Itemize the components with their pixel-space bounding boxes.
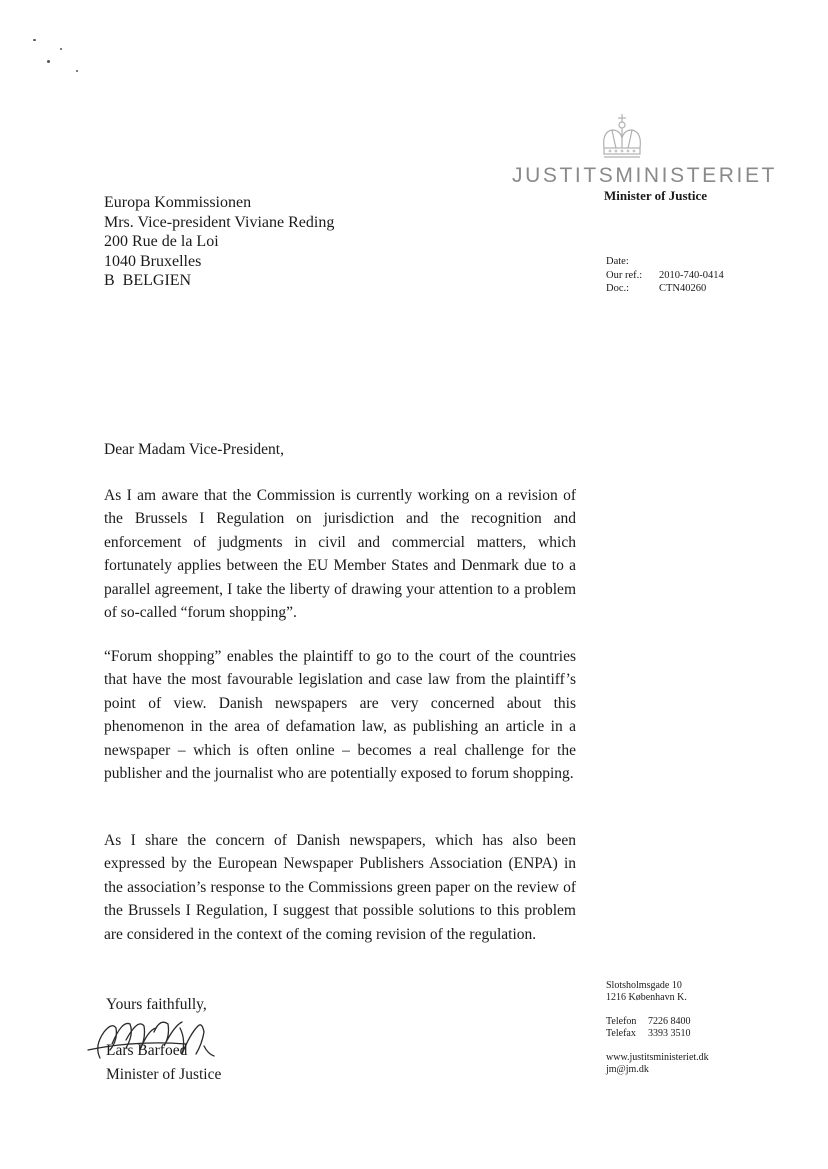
our-ref-label: Our ref.: [606, 269, 643, 281]
body-paragraph: As I am aware that the Commission is currently working on a revision of the Brussels I Regulation on jurisdiction and the recognition and enforcement of judgments in civil and commercial matters, which fortunately applies between the EU Member States and Denmark due to a parallel agreement, I take the liberty of drawing your attention to a problem of so-called “forum shopping”. [104, 487, 576, 622]
crown-icon [598, 112, 646, 162]
address-line: 200 Rue de la Loi [104, 233, 219, 251]
date-label: Date: [606, 256, 629, 267]
phone-label: Telefon [606, 1015, 637, 1027]
letterhead-subtitle: Minister of Justice [604, 188, 708, 203]
address-line: B BELGIEN [104, 272, 192, 290]
body-paragraph: “Forum shopping” enables the plaintiff to go to the court of the countries that have the most favourable legislation and case law from the plaintiff’s point of view. Danish newspapers are very concerned about this phenomenon in the area of defamation law, as publishing an article in a newspaper – which is often online – becomes a real challenge for the publisher and the journalist who are potentially exposed to forum shopping. [104, 648, 576, 783]
reference-block [606, 255, 724, 296]
scan-speck [47, 60, 50, 63]
email-link[interactable]: jm@jm.dk [606, 1064, 649, 1076]
fax-value: 3393 3510 [648, 1028, 691, 1040]
date-row [606, 255, 724, 269]
recipient-address [104, 193, 334, 291]
salutation: Dear Madam Vice-President, [104, 441, 284, 458]
phone-value: 7226 8400 [648, 1015, 691, 1027]
ministry-name: JUSTITSMINISTERIET [512, 164, 777, 187]
our-ref-row [606, 269, 724, 283]
signer-title: Minister of Justice [106, 1066, 222, 1083]
contact-block [606, 980, 709, 1076]
doc-value: CTN40260 [659, 283, 707, 295]
fax-row [606, 1028, 709, 1040]
doc-row [606, 282, 724, 296]
contact-street: Slotsholmsgade 10 [606, 980, 682, 991]
address-line: Mrs. Vice-president Viviane Reding [104, 213, 335, 231]
complimentary-close: Yours faithfully, [106, 996, 207, 1013]
phone-row [606, 1016, 709, 1028]
body-paragraph: As I share the concern of Danish newspapers, which has also been expressed by the European Newspaper Publishers Association (ENPA) in the association’s response to the Commissions green paper on the review of the Brussels I Regulation, I suggest that possible solutions to this problem are considered in the context of the coming revision of the regulation. [104, 832, 576, 943]
signer-name: Lars Barfoed [106, 1042, 188, 1059]
scan-speck [76, 70, 78, 72]
website-link[interactable]: www.justitsministeriet.dk [606, 1051, 709, 1063]
address-line: Europa Kommissionen [104, 194, 252, 211]
scan-speck [33, 39, 36, 41]
contact-city: 1216 København K. [606, 992, 687, 1004]
scan-speck [60, 48, 62, 50]
our-ref-value: 2010-740-0414 [659, 269, 724, 281]
address-line: 1040 Bruxelles [104, 252, 202, 270]
fax-label: Telefax [606, 1028, 636, 1040]
doc-label: Doc.: [606, 283, 630, 295]
